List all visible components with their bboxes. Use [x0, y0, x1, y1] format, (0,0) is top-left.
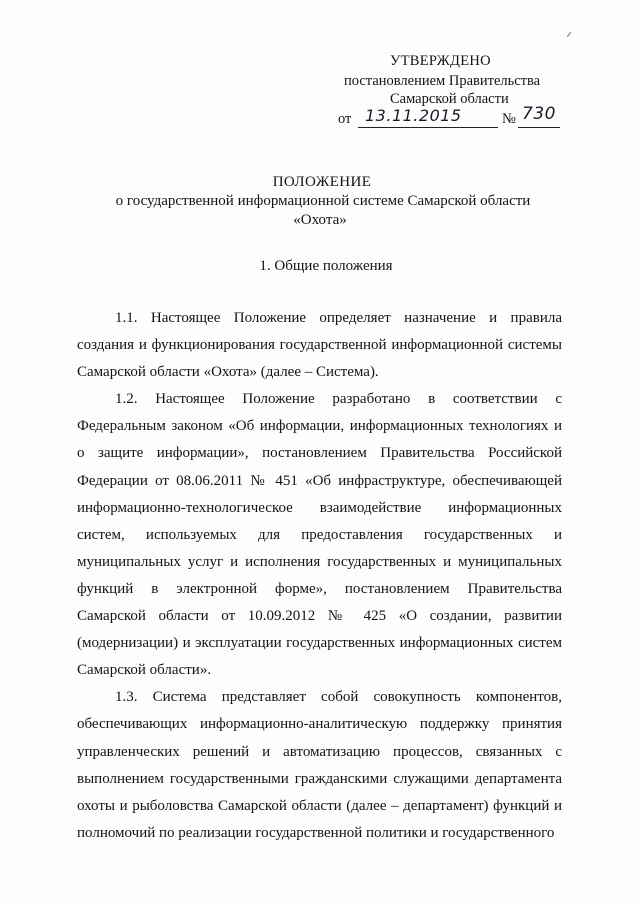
document-body	[77, 305, 562, 847]
title-subject: о государственной информационной системе Самарской области	[115, 193, 531, 209]
approval-authority: постановлением Правительства	[344, 73, 541, 89]
scan-mark	[567, 32, 571, 37]
section-heading: 1. Общие положения	[259, 258, 393, 274]
document-title	[0, 173, 640, 230]
title-system-name: «Охота»	[293, 212, 347, 228]
paragraph-1-2: 1.2. Настоящее Положение разработано в соответствии с Федеральным законом «Об информации, информационных технологиях и о защите информации», постановлением Правительства Российской Федерации от 08.06.2011 № 451 «Об инфраструктуре, обеспечивающей информационно-технологическое взаимодействие информационных систем, используемых для предоставления государственных и муниципальных услуг и исполнения государственных и муниципальных функций в электронной форме», постановлением Правительства Самарской области от 10.09.2012 № 425 «О создании, развитии (модернизации) и эксплуатации государственных информационных систем Самарской области».	[77, 391, 562, 679]
date-prefix: от	[338, 111, 352, 127]
number-underline	[518, 127, 560, 128]
handwritten-number: 730	[522, 104, 556, 124]
title-main: ПОЛОЖЕНИЕ	[272, 174, 372, 190]
approval-date-number-line	[338, 104, 578, 132]
paragraph-1-3: 1.3. Система представляет собой совокупность компонентов, обеспечивающих информационно-аналитическую поддержку принятия управленческих решений и автоматизацию процессов, связанных с выполнением государственными гражданскими служащими департамента охоты и рыболовства Самарской области (далее – департамент) функций и полномочий по реализации государственной политики и государственного	[77, 689, 562, 841]
approval-region: Самарской области	[390, 91, 509, 107]
paragraph-1-1: 1.1. Настоящее Положение определяет назначение и правила создания и функционирования государственной информационной системы Самарской области «Охота» (далее – Система).	[77, 310, 562, 381]
approval-heading: УТВЕРЖДЕНО	[390, 53, 491, 69]
number-prefix: №	[502, 111, 516, 127]
handwritten-date: 13.11.2015	[365, 106, 462, 125]
date-underline	[358, 127, 498, 128]
